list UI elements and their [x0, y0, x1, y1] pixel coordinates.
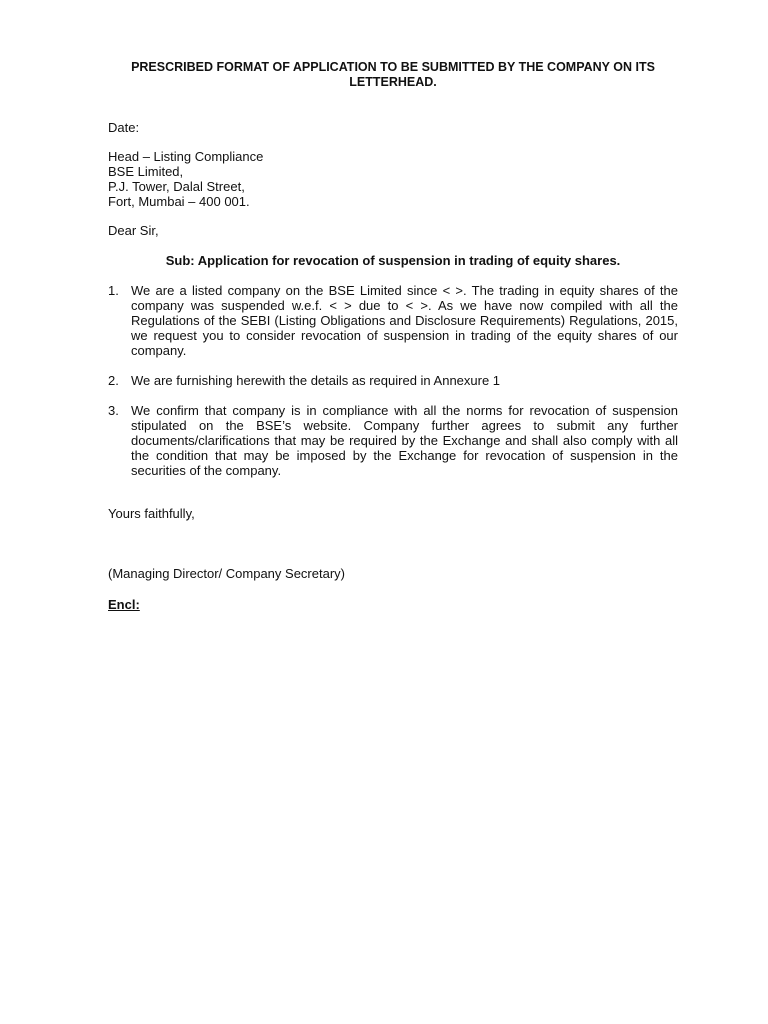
list-item-number: 3.: [108, 403, 119, 418]
closing-line: Yours faithfully,: [108, 506, 195, 521]
list-item: [108, 283, 678, 358]
date-label: Date:: [108, 120, 140, 135]
list-item-text: We are furnishing herewith the details as required in Annexure 1: [131, 373, 501, 388]
recipient-address: [108, 149, 263, 209]
list-item-number: 2.: [108, 373, 119, 388]
document-title: PRESCRIBED FORMAT OF APPLICATION TO BE SUBMITTED BY THE COMPANY ON ITS LETTERHEAD.: [131, 60, 655, 89]
list-item-number: 1.: [108, 283, 119, 298]
numbered-list: [108, 283, 678, 493]
salutation: Dear Sir,: [108, 223, 159, 238]
enclosure-label: Encl:: [108, 597, 140, 612]
address-line: P.J. Tower, Dalal Street,: [108, 179, 245, 194]
list-item: [108, 403, 678, 478]
list-item: [108, 373, 678, 388]
list-item-text: We confirm that company is in compliance with all the norms for revocation of suspension stipulated on the BSE’s website. Company further agrees to submit any further documents/clarifications that may be required by the Exchange and shall also comply with all the condition that may be imposed by the Exchange for revocation of suspension in the securities of the company.: [131, 403, 678, 478]
subject-line: Sub: Application for revocation of suspension in trading of equity shares.: [165, 253, 621, 268]
address-line: BSE Limited,: [108, 164, 184, 179]
signatory-line: (Managing Director/ Company Secretary): [108, 566, 345, 581]
list-item-text: We are a listed company on the BSE Limited since < >. The trading in equity shares of the company was suspended w.e.f. < > due to < >. As we have now compiled with all the Regulations of the SEBI (Listing Obligations and Disclosure Requirements) Regulations, 2015, we request you to consider revocation of suspension in trading of the equity shares of our company.: [131, 283, 678, 358]
address-line: Fort, Mumbai – 400 001.: [108, 194, 250, 209]
address-line: Head – Listing Compliance: [108, 149, 264, 164]
